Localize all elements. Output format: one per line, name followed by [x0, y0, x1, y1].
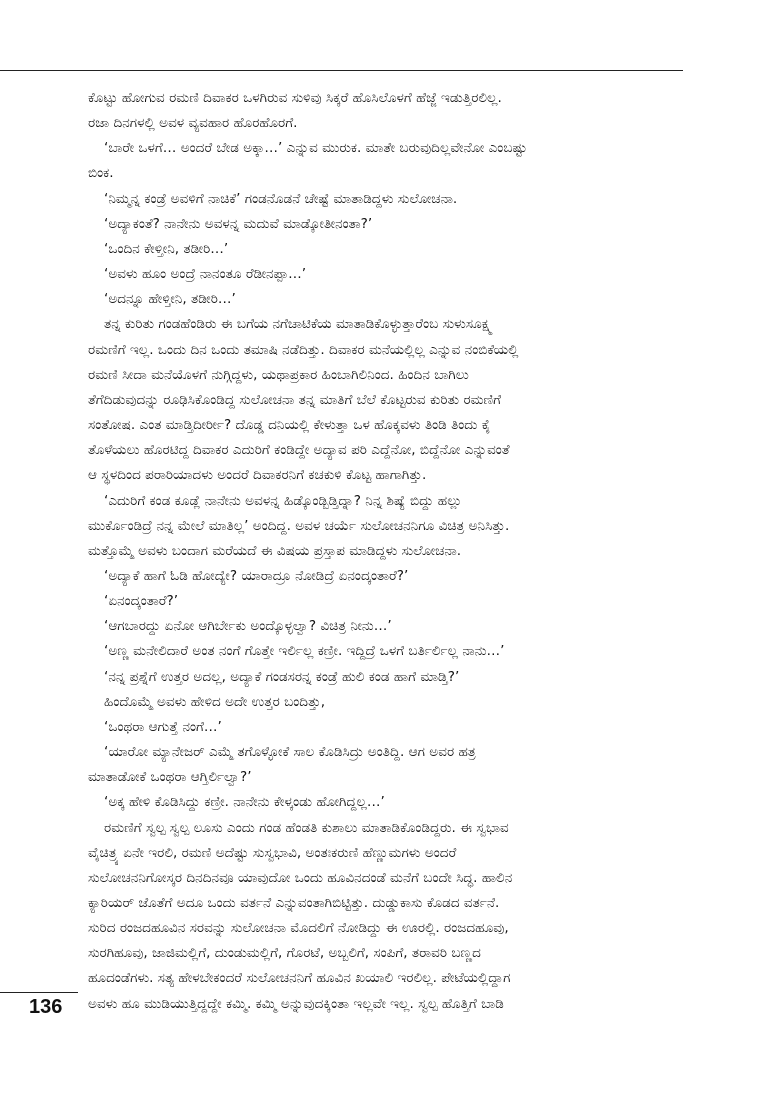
header-rule	[0, 70, 683, 71]
text-line: ಮತ್ತೊಮ್ಮೆ ಅವಳು ಬಂದಾಗ ಮರೆಯದೆ ಈ ವಿಷಯ ಪ್ರಸ್ತಾಪ ಮಾಡಿದ್ದಳು ಸುಲೋಚನಾ.	[88, 542, 462, 559]
text-line: ‘ಅಕ್ಕ ಹೇಳಿ ಕೊಡಿಸಿದ್ದು ಕಣ್ರೀ. ನಾನೇನು ಕೇಳ್ಕಂಡು ಹೋಗಿದ್ದಲ್ಲ…’	[104, 794, 385, 811]
text-line: ‘ಒಂದಿನ ಕೇಳ್ತೀನಿ, ತಡೀರಿ…’	[104, 240, 229, 257]
text-line: ಕ್ಯಾರಿಯರ್ ಜೊತೆಗೆ ಅದೂ ಒಂದು ವರ್ತನೆ ಎನ್ನುವಂತಾಗಿಬಿಟ್ಟಿತ್ತು. ದುಡ್ಡುಕಾಸು ಕೊಡದ ವರ್ತನೆ.	[88, 895, 500, 911]
text-line: ‘ಅವಳು ಹೂಂ ಅಂದ್ರೆ ನಾನಂತೂ ರೆಡೀನಪ್ಪಾ…’	[104, 266, 307, 283]
text-line: ‘ಬಾರೇ ಒಳಗೆ… ಅಂದರೆ ಬೇಡ ಅಕ್ಕಾ…’ ಎನ್ನುವ ಮುರುಕ. ಮಾತೇ ಬರುವುದಿಲ್ಲವೇನೋ ಎಂಬಷ್ಟು	[104, 140, 528, 157]
text-line: ಆ ಸ್ಥಳದಿಂದ ಪರಾರಿಯಾದಳು ಅಂದರೆ ದಿವಾಕರನಿಗೆ ಕಚಕುಳಿ ಕೊಟ್ಟ ಹಾಗಾಗಿತ್ತು.	[88, 467, 427, 484]
text-line: ‘ಏನಂದ್ಕಂತಾರೆ?’	[104, 593, 179, 610]
text-line: ಮುರ್ಕೊಂಡಿದ್ರೆ ನನ್ನ ಮೇಲೆ ಮಾತಿಲ್ಲ’ ಅಂದಿದ್ದ. ಅವಳ ಚರ್ಯೆ ಸುಲೋಚನನಿಗೂ ವಿಚಿತ್ರ ಅನಿಸಿತ್ತು.	[88, 517, 510, 534]
text-line: ‘ಅದ್ಯಾಕೆ ಹಾಗೆ ಓಡಿ ಹೋದ್ಯೇ? ಯಾರಾದ್ರೂ ನೋಡಿದ್ರೆ ಏನಂದ್ಕಂತಾರೆ?’	[104, 567, 409, 584]
text-line: ಅವಳು ಹೂ ಮುಡಿಯುತ್ತಿದ್ದದ್ದೇ ಕಮ್ಮಿ. ಕಮ್ಮಿ ಅನ್ನುವುದಕ್ಕಿಂತಾ ಇಲ್ಲವೇ ಇಲ್ಲ. ಸ್ವಲ್ಪ ಹೊತ್ತಿಗೆ ಬಾಡಿ	[88, 995, 504, 1012]
page-body-text	[88, 86, 683, 1017]
text-line: ಹಿಂದೊಮ್ಮೆ ಅವಳು ಹೇಳಿದ ಅದೇ ಉತ್ತರ ಬಂದಿತ್ತು,	[104, 693, 326, 710]
text-line: ‘ನನ್ನ ಪ್ರಶ್ನೆಗೆ ಉತ್ತರ ಅದಲ್ಲ, ಅದ್ಯಾಕೆ ಗಂಡಸರನ್ನ ಕಂಡ್ರೆ ಹುಲಿ ಕಂಡ ಹಾಗೆ ಮಾಡ್ತಿ?’	[104, 668, 460, 685]
page-number-rule	[0, 992, 78, 993]
text-line: ‘ಅದ್ಯಾಕಂತೆ? ನಾನೇನು ಅವಳನ್ನ ಮದುವೆ ಮಾಡ್ಕೋತೀನಂತಾ?’	[104, 215, 373, 232]
text-line: ಬಿಂಕ.	[88, 165, 114, 182]
text-line: ಸುರಗಿಹೂವು, ಜಾಜಿಮಲ್ಲಿಗೆ, ದುಂಡುಮಲ್ಲಿಗೆ, ಗೊರಟೆ, ಅಬ್ಬಲಿಗೆ, ಸಂಪಿಗೆ, ತರಾವರಿ ಬಣ್ಣದ	[88, 945, 481, 962]
text-line: ಮಾತಾಡೋಕೆ ಒಂಥರಾ ಆಗ್ತಿರ್ಲಿಲ್ವಾ?’	[88, 769, 252, 786]
text-line: ಸುಲೋಚನನಿಗೋಸ್ಕರ ದಿನದಿನವೂ ಯಾವುದೋ ಒಂದು ಹೂವಿನದಂಡೆ ಮನೆಗೆ ಬಂದೇ ಸಿದ್ಧ. ಹಾಲಿನ	[88, 869, 513, 886]
text-line: ‘ಎದುರಿಗೆ ಕಂಡ ಕೂಡ್ಲೆ ನಾನೇನು ಅವಳನ್ನ ಹಿಡ್ಕೊಂಡ್ಬಿಡ್ತಿದ್ನಾ? ನಿನ್ನ ಶಿಷ್ಯೆ ಬಿದ್ದು ಹಲ್ಲು	[104, 492, 462, 509]
text-line: ಕೊಟ್ಟು ಹೋಗುವ ರಮಣಿ ದಿವಾಕರ ಒಳಗಿರುವ ಸುಳಿವು ಸಿಕ್ಕರೆ ಹೊಸಿಲೊಳಗೆ ಹೆಜ್ಜೆ ಇಡುತ್ತಿರಲಿಲ್ಲ.	[88, 90, 502, 106]
text-line: ‘ನಿಮ್ಮನ್ನ ಕಂಡ್ರೆ ಅವಳಿಗೆ ನಾಚಿಕೆ’ ಗಂಡನೊಡನೆ ಚೇಷ್ಟೆ ಮಾತಾಡಿದ್ದಳು ಸುಲೋಚನಾ.	[104, 190, 458, 207]
text-line: ರಮಣಿಗೆ ಸ್ವಲ್ಪ ಸ್ವಲ್ಪ ಲೂಸು ಎಂದು ಗಂಡ ಹೆಂಡತಿ ಕುಶಾಲು ಮಾತಾಡಿಕೊಂಡಿದ್ದರು. ಈ ಸ್ವಭಾವ	[104, 819, 509, 836]
text-line: ತೊಳೆಯಲು ಹೊರಟಿದ್ದ ದಿವಾಕರ ಎದುರಿಗೆ ಕಂಡಿದ್ದೇ ಅದ್ಯಾವ ಪರಿ ಎದ್ದೆನೋ, ಬಿದ್ದೆನೋ ಎನ್ನುವಂತೆ	[88, 442, 510, 459]
text-line: ತೆಗೆದಿಡುವುದನ್ನು ರೂಢಿಸಿಕೊಂಡಿದ್ದ ಸುಲೋಚನಾ ತನ್ನ ಮಾತಿಗೆ ಬೆಲೆ ಕೊಟ್ಟರುವ ಕುರಿತು ರಮಣಿಗೆ	[88, 391, 502, 408]
text-line: ತನ್ನ ಕುರಿತು ಗಂಡಹೆಂಡಿರು ಈ ಬಗೆಯ ನಗೆಚಾಟಿಕೆಯ ಮಾತಾಡಿಕೊಳ್ಳುತ್ತಾರೆಂಬ ಸುಳುಸೂಕ್ಷ್ಮ	[104, 316, 493, 333]
text-line: ‘ಅಣ್ಣ ಮನೇಲಿದಾರೆ ಅಂತ ನಂಗೆ ಗೊತ್ತೇ ಇರ್ಲಿಲ್ಲ ಕಣ್ರೀ. ಇದ್ದಿದ್ರೆ ಒಳಗೆ ಬರ್ತಿರ್ಲಿಲ್ಲ ನಾನು…’	[104, 643, 505, 660]
text-line: ‘ಒಂಥರಾ ಆಗುತ್ತೆ ನಂಗೆ…’	[104, 718, 222, 735]
page-number: 136	[29, 996, 63, 1018]
text-line: ರಮಣಿಗೆ ಇಲ್ಲ. ಒಂದು ದಿನ ಒಂದು ತಮಾಷಿ ನಡೆದಿತ್ತು. ದಿವಾಕರ ಮನೆಯಲ್ಲಿಲ್ಲ ಎನ್ನುವ ನಂಬಿಕೆಯಲ್ಲಿ	[88, 341, 519, 358]
text-line: ಸುರಿದ ರಂಜದಹೂವಿನ ಸರವನ್ನು ಸುಲೋಚನಾ ಮೊದಲಿಗೆ ನೋಡಿದ್ದು ಈ ಊರಲ್ಲಿ. ರಂಜದಹೂವು,	[88, 920, 509, 937]
text-line: ‘ಯಾರೋ ಮ್ಯಾನೇಜರ್ ಎಮ್ಮೆ ತಗೊಳ್ಳೋಕೆ ಸಾಲ ಕೊಡಿಸಿದ್ರು ಅಂತಿದ್ದಿ. ಆಗ ಅವರ ಹತ್ರ	[104, 744, 476, 761]
text-line: ವೈಚಿತ್ರ್ಯ ಏನೇ ಇರಲಿ, ರಮಣಿ ಅದೆಷ್ಟು ಸುಸ್ವಭಾವಿ, ಅಂತಃಕರುಣಿ ಹೆಣ್ಣುಮಗಳು ಅಂದರೆ	[88, 844, 457, 861]
text-line: ಸಂತೋಷ. ಎಂತ ಮಾಡ್ತಿದೀರ್ರೀ? ದೊಡ್ಡ ದನಿಯಲ್ಲಿ ಕೇಳುತ್ತಾ ಒಳ ಹೊಕ್ಕವಳು ತಿಂಡಿ ತಿಂದು ಕೈ	[88, 417, 491, 434]
text-line: ಹೂದಂಡೆಗಳು. ಸತ್ಯ ಹೇಳಬೇಕಂದರೆ ಸುಲೋಚನನಿಗೆ ಹೂವಿನ ಖಯಾಲಿ ಇರಲಿಲ್ಲ. ಪೇಟೆಯಲ್ಲಿದ್ದಾಗ	[88, 970, 511, 987]
text-line: ರಜಾ ದಿನಗಳಲ್ಲಿ ಅವಳ ವ್ಯವಹಾರ ಹೊರಹೊರಗೆ.	[88, 115, 298, 132]
text-line: ‘ಅದನ್ನೂ ಹೇಳ್ತೀನಿ, ತಡೀರಿ…’	[104, 291, 236, 308]
text-line: ರಮಣಿ ಸೀದಾ ಮನೆಯೊಳಗೆ ನುಗ್ಗಿದ್ದಳು, ಯಥಾಪ್ರಕಾರ ಹಿಂಬಾಗಿಲಿನಿಂದ. ಹಿಂದಿನ ಬಾಗಿಲು	[88, 366, 469, 383]
text-line: ‘ಆಗಬಾರದ್ದು ಏನೋ ಆಗಿರ್ಬೇಕು ಅಂದ್ಕೊಳ್ಳಲ್ವಾ? ವಿಚಿತ್ರ ನೀನು…’	[104, 618, 392, 635]
